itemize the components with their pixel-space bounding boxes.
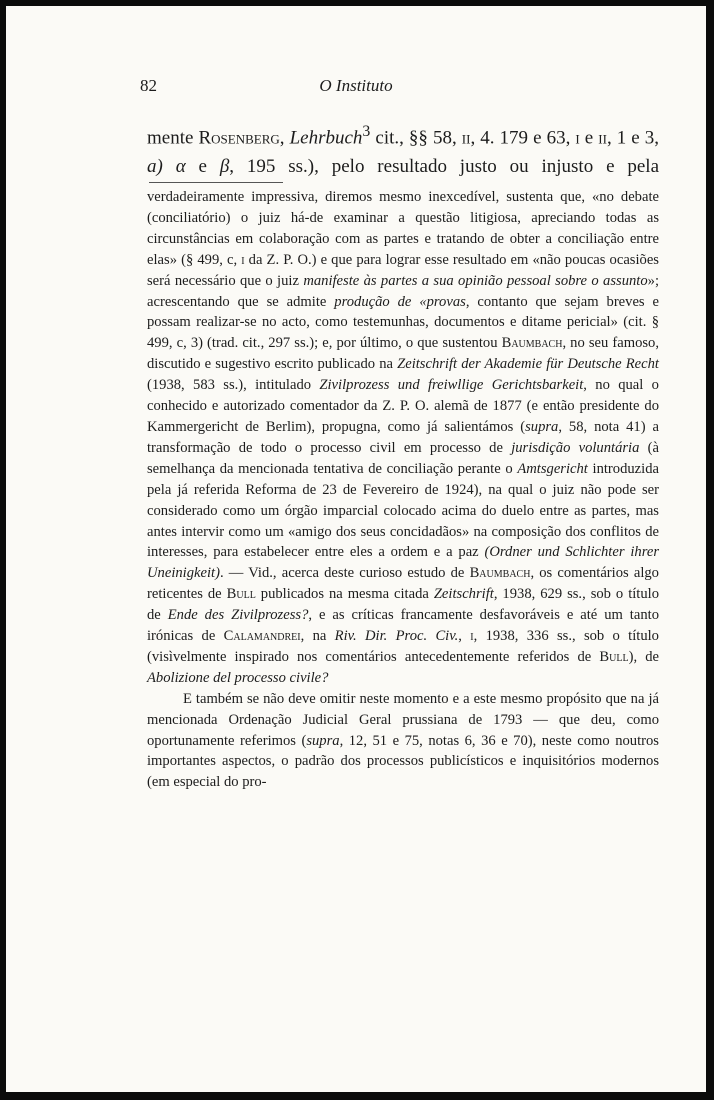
footnote-separator [149,182,283,183]
running-head: O Instituto [319,76,393,95]
superscript: 3 [362,123,371,140]
author-name: Baumbach [501,335,563,352]
author-name: Rosenberg [198,127,280,149]
page-number: 82 [140,76,157,95]
work-title: Lehrbuch [289,127,363,149]
body-text [147,118,659,181]
book-page [6,6,706,1092]
page-header [136,76,576,98]
body-paragraph: mente Rosenberg, Lehrbuch$^3$ cit., §§ 58, ii, 4. 179 e 63, i e ii, 1 e 3, a) α e β, 195 ss.), pelo resultado justo ou injusto e pela [147,123,660,177]
footnote-block [147,187,659,793]
footnote-paragraph: E também se não deve omitir neste momento e a este mesmo propósito que na já mencionada Ordenação Judicial Geral prussiana de 1793 — que deu, como oportunamente referimos (supra, 12, 51 e 75, notas 6, 36 e 70), neste como noutros importantes aspectos, o padrão dos processos publicísticos e inquisitórios modernos (em especial do pro- [147,690,659,791]
author-name: Bull [226,586,256,603]
author-name: Baumbach [469,565,531,582]
author-name: Calamandrei [223,628,301,645]
author-name: Bull [599,648,629,665]
footnote-paragraph: verdadeiramente impressiva, diremos mesmo inexcedível, sustenta que, «no debate (conciliatório) o juiz há-de examinar a questão litigiosa, apreciando todas as circunstâncias em colaboração com as partes e tratando de obter a conciliação entre elas» (§ 499, c, i da Z. P. O.) e que para lograr esse resultado em «não poucas ocasiões será necessário que o juiz manifeste às partes a sua opinião pessoal sobre o assunto»; acrescentando que se admite produção de «provas, contanto que sejam breves e possam realizar-se no acto, como testemunhas, documentos e ditame pericial» (cit. § 499, c, 3) (trad. cit., 297 ss.); e, por último, o que sustentou Baumbach, no seu famoso, discutido e sugestivo escrito publicado na Zeitschrift der Akademie für Deutsche Recht (1938, 583 ss.), intitulado Zivilprozess und freiwllige Gerichtsbarkeit, no qual o conhecido e autorizado comentador da Z. P. O. alemã de 1877 (e então presidente do Kammergericht de Berlim), propugna, como já salientámos (supra, 58, nota 41) a transformação de todo o processo civil em processo de jurisdição voluntária (à semelhança da mencionada tentativa de conciliação perante o Amtsgericht introduzida pela já referida Reforma de 23 de Fevereiro de 1924), na qual o juiz não pode ser considerado como um órgão imparcial colocado acima do duelo entre as partes, mas antes intervir como um «amigo dos seus concidadãos» na composição dos conflitos de interesses, para estabelecer entre eles a ordem e a paz (Ordner und Schlichter ihrer Uneinigkeit). — Vid., acerca deste curioso estudo de Baumbach, os comentários algo reticentes de Bull publicados na mesma citada Zeitschrift, 1938, 629 ss., sob o título de Ende des Zivilprozess?, e as críticas francamente desfavoráveis e até um tanto irónicas de Calamandrei, na Riv. Dir. Proc. Civ., i, 1938, 336 ss., sob o título (visìvelmente inspirado nos comentários antecedentemente referidos de Bull), de Abolizione del processo civile? [147,189,660,686]
